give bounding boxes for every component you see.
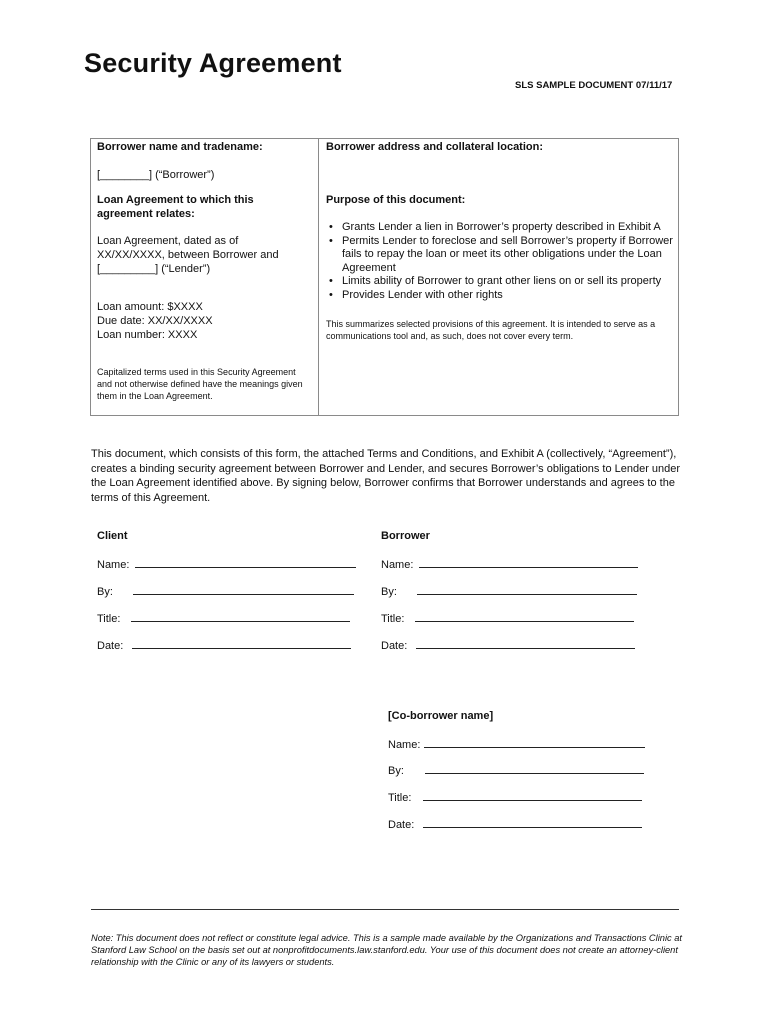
list-item: • Limits ability of Borrower to grant other liens on or sell its property [329, 275, 662, 288]
loan-agreement-description [97, 234, 315, 276]
loan-number: Loan number: XXXX [97, 329, 198, 341]
borrower-date-line[interactable] [416, 638, 635, 649]
borrower-name-row [381, 557, 638, 571]
purpose-list [326, 221, 678, 303]
borrower-name-value: [________] (“Borrower”) [97, 169, 215, 181]
loan-line: [_________] (“Lender”) [97, 263, 211, 275]
coborrower-name-row [388, 737, 645, 751]
client-name-row [97, 557, 356, 571]
list-item: • Permits Lender to foreclose and sell Borrower’s property if Borrower fails to repay the loan or meet its other obligations under the Loan Agreement [329, 234, 673, 274]
bullet-icon: • [329, 221, 333, 233]
document-title: Security Agreement [84, 48, 342, 78]
client-name-line[interactable] [135, 557, 356, 568]
by-label: By: [388, 765, 404, 777]
agreement-paragraph: This document, which consists of this form, the attached Terms and Conditions, and Exhibit A (collectively, “Agreement”), creates a binding security agreement between Borrower and Lender, and secures Borrower’s obligations to Lender under the Loan Agreement identified above. By signing below, Borrower confirms that Borrower understands and agrees to the terms of this Agreement. [91, 448, 681, 504]
capitalized-terms-note: Capitalized terms used in this Security Agreement and not otherwise defined have the meanings given them in the Loan Agreement. [97, 367, 303, 401]
loan-terms [97, 300, 312, 342]
loan-line: XX/XX/XXXX, between Borrower and [97, 249, 279, 261]
coborrower-name-line[interactable] [424, 737, 645, 748]
loan-line: Loan Agreement, dated as of [97, 235, 239, 247]
bullet-icon: • [329, 234, 333, 247]
loan-amount: Loan amount: $XXXX [97, 301, 203, 313]
by-label: By: [97, 586, 113, 598]
client-date-line[interactable] [132, 638, 351, 649]
coborrower-date-line[interactable] [423, 817, 642, 828]
document-id: SLS SAMPLE DOCUMENT 07/11/17 [515, 80, 673, 91]
borrower-name-label: Borrower name and tradename: [97, 141, 263, 153]
borrower-title-line[interactable] [415, 611, 634, 622]
client-by-row [97, 584, 354, 598]
due-date: Due date: XX/XX/XXXX [97, 315, 213, 327]
borrower-by-row [381, 584, 637, 598]
coborrower-heading: [Co-borrower name] [388, 710, 494, 722]
bullet-icon: • [329, 275, 333, 288]
purpose-label: Purpose of this document: [326, 194, 466, 206]
client-heading: Client [97, 530, 128, 542]
borrower-address-label: Borrower address and collateral location: [326, 141, 544, 153]
list-item: • Grants Lender a lien in Borrower’s property described in Exhibit A [329, 221, 661, 233]
borrower-name-line[interactable] [419, 557, 638, 568]
client-by-line[interactable] [133, 584, 354, 595]
borrower-title-row [381, 611, 634, 625]
name-label: Name: [381, 559, 414, 571]
borrower-by-line[interactable] [417, 584, 637, 595]
coborrower-by-row [388, 763, 644, 777]
coborrower-by-line[interactable] [425, 763, 644, 774]
borrower-heading: Borrower [381, 530, 430, 542]
name-label: Name: [388, 739, 421, 751]
coborrower-title-line[interactable] [423, 790, 642, 801]
name-label: Name: [97, 559, 130, 571]
list-item: • Provides Lender with other rights [329, 288, 503, 301]
client-date-row [97, 638, 351, 652]
coborrower-title-row [388, 790, 642, 804]
footer-rule [91, 909, 679, 910]
title-label: Title: [381, 613, 405, 625]
title-label: Title: [388, 792, 412, 804]
borrower-date-row [381, 638, 635, 652]
date-label: Date: [97, 640, 124, 652]
client-title-line[interactable] [131, 611, 350, 622]
summary-box-divider [318, 138, 319, 416]
client-title-row [97, 611, 350, 625]
by-label: By: [381, 586, 397, 598]
summary-note: This summarizes selected provisions of this agreement. It is intended to serve as a communications tool and, as such, does not cover every term. [326, 319, 656, 341]
footer-note: Note: This document does not reflect or constitute legal advice. This is a sample made available by the Organizations and Transactions Clinic at Stanford Law School on the basis set out at nonprofitdocuments.law.stanford.edu. Your use of this document does not create an attorney-client relationship with the Clinic or any of its lawyers or students. [91, 933, 682, 967]
loan-agreement-label: Loan Agreement to which this agreement relates: [97, 194, 254, 220]
bullet-icon: • [329, 288, 333, 301]
date-label: Date: [388, 819, 415, 831]
date-label: Date: [381, 640, 408, 652]
title-label: Title: [97, 613, 121, 625]
coborrower-date-row [388, 817, 642, 831]
